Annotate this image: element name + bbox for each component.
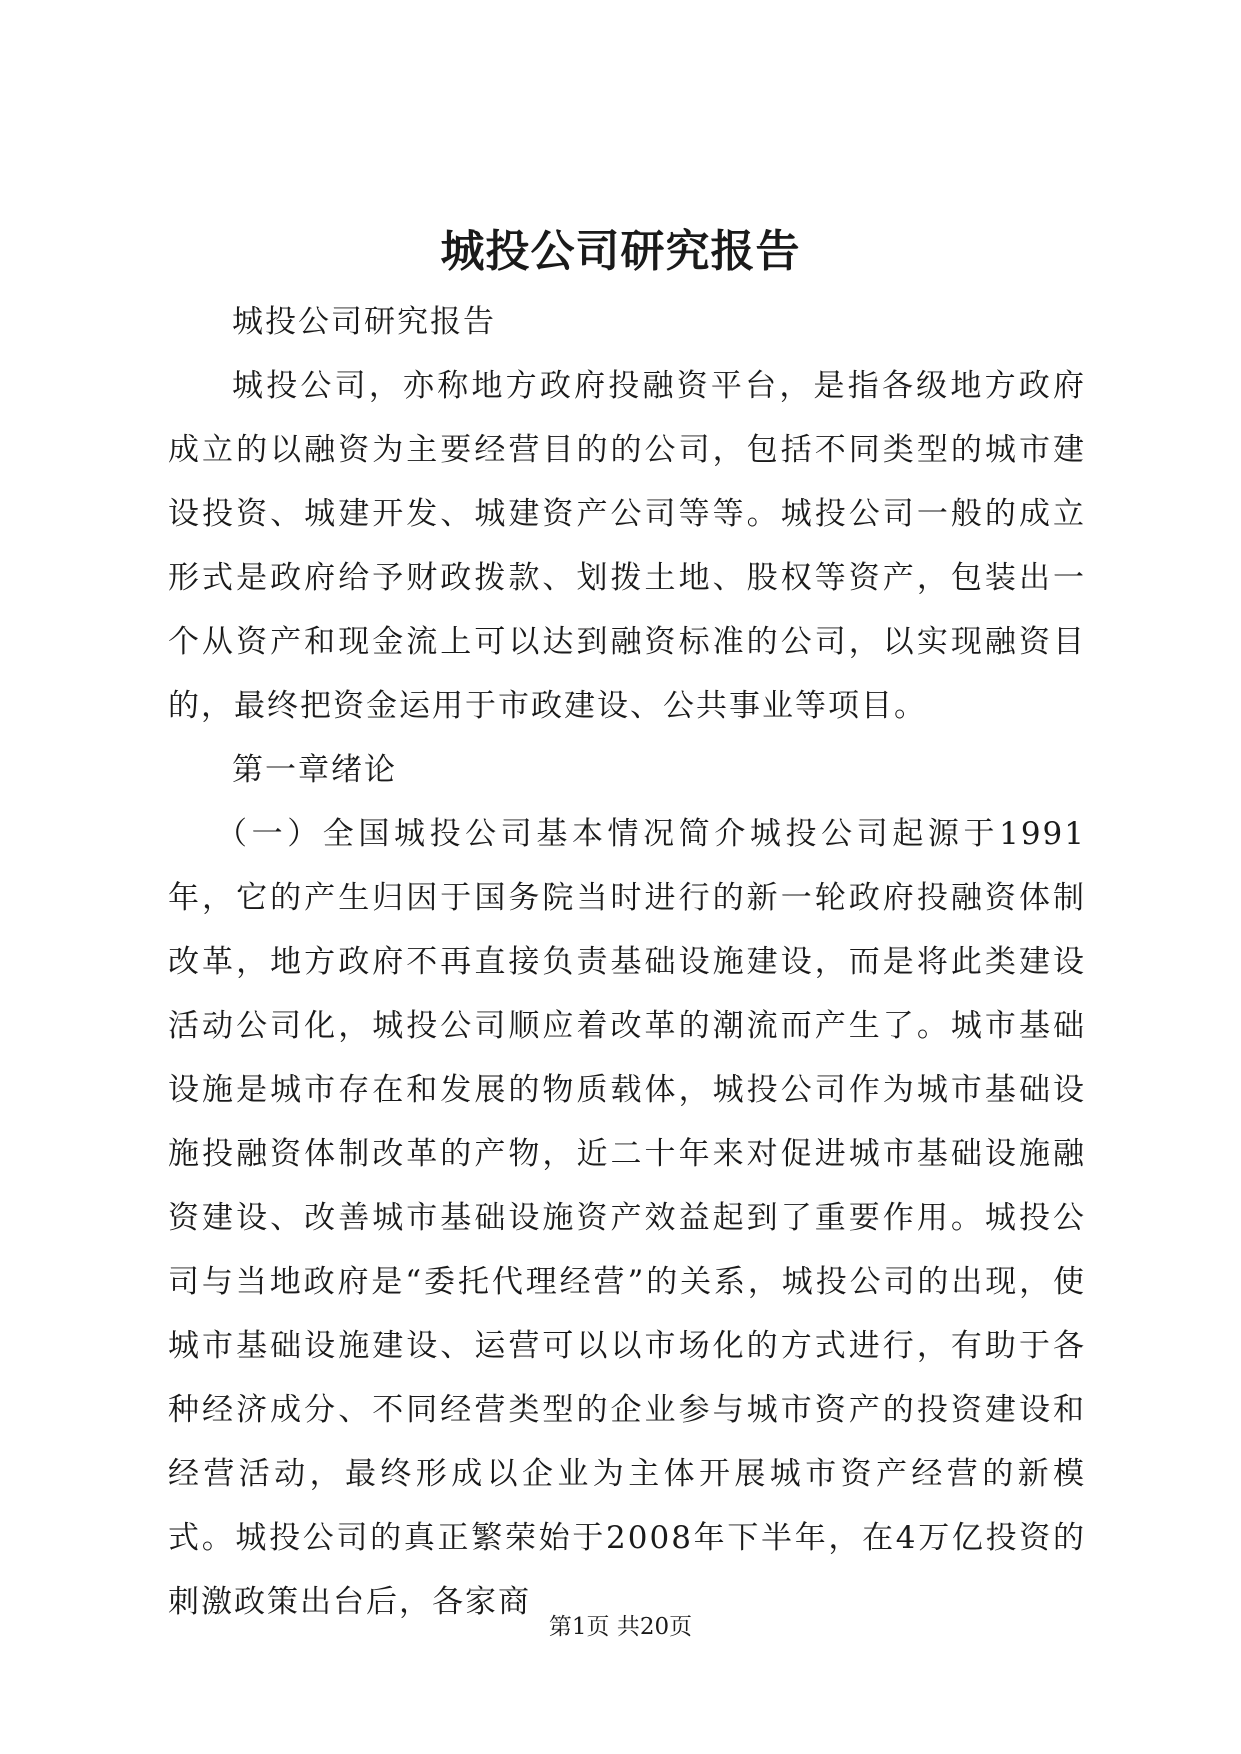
paragraph-definition: 城投公司，亦称地方政府投融资平台，是指各级地方政府成立的以融资为主要经营目的的公司，包括不同类型的城市建设投资、城建开发、城建资产公司等等。城投公司一般的成立形式是政府给予财政拨款、划拨土地、股权等资产，包装出一个从资产和现金流上可以达到融资标准的公司，以实现融资目的，最终把资金运用于市政建设、公共事业等项目。 (168, 368, 1086, 724)
page-footer: 第1页 共20页 (548, 1614, 693, 1640)
paragraph-chapter-heading: 第一章绪论 (232, 752, 397, 788)
document-body (168, 290, 1086, 1634)
document-title: 城投公司研究报告 (440, 226, 801, 277)
paragraph-subtitle: 城投公司研究报告 (232, 304, 496, 340)
paragraph-overview: （一）全国城投公司基本情况简介城投公司起源于1991年，它的产生归因于国务院当时进行的新一轮政府投融资体制改革，地方政府不再直接负责基础设施建设，而是将此类建设活动公司化，城投公司顺应着改革的潮流而产生了。城市基础设施是城市存在和发展的物质载体，城投公司作为城市基础设施投融资体制改革的产物，近二十年来对促进城市基础设施融资建设、改善城市基础设施资产效益起到了重要作用。城投公司与当地政府是“委托代理经营”的关系，城投公司的出现，使城市基础设施建设、运营可以以市场化的方式进行，有助于各种经济成分、不同经营类型的企业参与城市资产的投资建设和经营活动，最终形成以企业为主体开展城市资产经营的新模式。城投公司的真正繁荣始于2008年下半年，在4万亿投资的刺激政策出台后，各家商 (168, 816, 1086, 1620)
